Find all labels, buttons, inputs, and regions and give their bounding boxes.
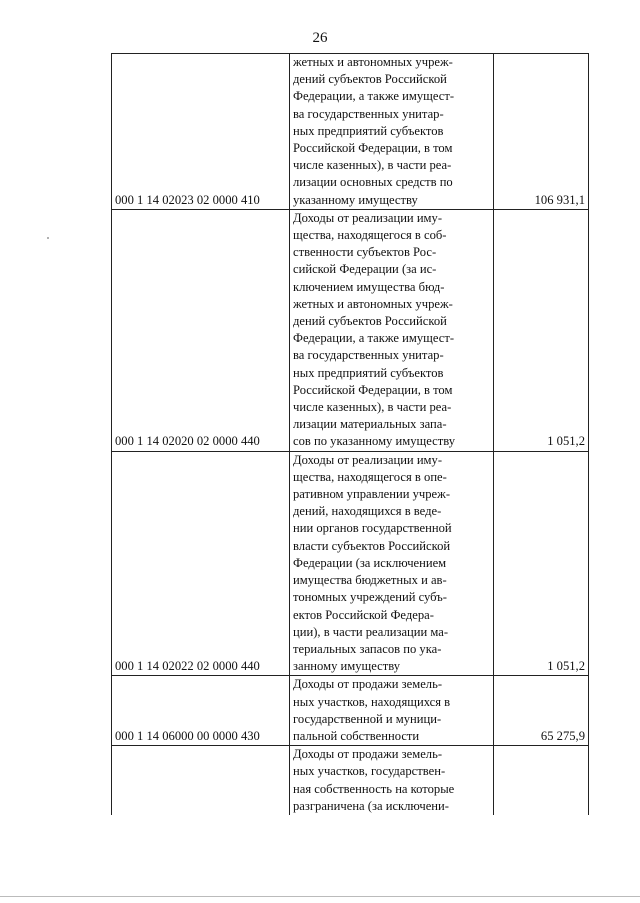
description-line: ных предприятий субъектов xyxy=(293,365,444,380)
revenue-code-cell: 000 1 14 02020 02 0000 440 xyxy=(112,209,290,451)
table-row xyxy=(112,451,589,676)
description-line: Российской Федерации, в том xyxy=(293,141,453,156)
description-line: занному имуществу xyxy=(293,659,401,674)
amount-cell: 1 051,2 xyxy=(494,209,589,451)
description-line: власти субъектов Российской xyxy=(293,538,451,553)
revenue-code-cell xyxy=(112,746,290,815)
description-line: ции), в части реализации ма- xyxy=(293,624,449,639)
description-line: ектов Российской Федера- xyxy=(293,607,434,622)
description-line: Доходы от реализации иму- xyxy=(293,452,443,467)
revenue-table xyxy=(111,53,589,815)
description-line: щества, находящегося в опе- xyxy=(293,469,447,484)
revenue-code-cell: 000 1 14 02023 02 0000 410 xyxy=(112,54,290,210)
description-line: Доходы от реализации иму- xyxy=(293,210,443,225)
scan-edge-line xyxy=(0,896,640,897)
description-line: лизации основных средств по xyxy=(293,175,453,190)
revenue-description-cell xyxy=(290,746,494,815)
table-row xyxy=(112,209,589,451)
description-line: жетных и автономных учреж- xyxy=(293,296,453,311)
description-line: дений субъектов Российской xyxy=(293,314,447,329)
description-line: жетных и автономных учреж- xyxy=(293,55,453,69)
description-line: государственной и муници- xyxy=(293,711,442,726)
description-line: сов по указанному имуществу xyxy=(293,434,456,449)
description-line: указанному имуществу xyxy=(293,192,418,207)
description-line: ва государственных унитар- xyxy=(293,348,444,363)
description-line: Доходы от продажи земель- xyxy=(293,677,443,692)
revenue-code-cell: 000 1 14 06000 00 0000 430 xyxy=(112,676,290,746)
description-line: ная собственность на которые xyxy=(293,781,455,796)
description-line: ных участков, находящихся в xyxy=(293,694,451,709)
description-line: ключением имущества бюд- xyxy=(293,279,445,294)
table-row xyxy=(112,54,589,210)
description-line: сийской Федерации (за ис- xyxy=(293,262,437,277)
description-line: ных предприятий субъектов xyxy=(293,123,444,138)
description-line: лизации материальных запа- xyxy=(293,417,447,432)
description-line: дений субъектов Российской xyxy=(293,72,447,87)
table-row xyxy=(112,746,589,815)
description-line: числе казенных), в части реа- xyxy=(293,400,452,415)
description-line: щества, находящегося в соб- xyxy=(293,228,447,243)
description-line: ративном управлении учреж- xyxy=(293,487,451,502)
revenue-description-cell xyxy=(290,54,494,210)
description-line: Федерации, а также имущест- xyxy=(293,89,455,104)
description-line: ных участков, государствен- xyxy=(293,764,446,779)
amount-cell: 1 051,2 xyxy=(494,451,589,676)
table-row xyxy=(112,676,589,746)
description-line: разграничена (за исключени- xyxy=(293,798,449,813)
scan-speck xyxy=(47,237,49,239)
amount-cell: 106 931,1 xyxy=(494,54,589,210)
description-line: Федерации, а также имущест- xyxy=(293,331,455,346)
revenue-description-cell xyxy=(290,451,494,676)
revenue-code-cell: 000 1 14 02022 02 0000 440 xyxy=(112,451,290,676)
description-line: пальной собственности xyxy=(293,728,420,743)
amount-cell: 65 275,9 xyxy=(494,676,589,746)
description-line: териальных запасов по ука- xyxy=(293,641,442,656)
description-line: Доходы от продажи земель- xyxy=(293,747,443,762)
amount-cell xyxy=(494,746,589,815)
revenue-description-cell xyxy=(290,209,494,451)
description-line: числе казенных), в части реа- xyxy=(293,158,452,173)
description-line: дений, находящихся в веде- xyxy=(293,504,442,519)
description-line: имущества бюджетных и ав- xyxy=(293,573,447,588)
description-line: Федерации (за исключением xyxy=(293,555,447,570)
revenue-table-body xyxy=(112,54,589,815)
description-line: тономных учреждений субъ- xyxy=(293,590,447,605)
description-line: ва государственных унитар- xyxy=(293,106,444,121)
page-number: 26 xyxy=(312,30,328,46)
description-line: ственности субъектов Рос- xyxy=(293,245,437,260)
description-line: нии органов государственной xyxy=(293,521,452,536)
revenue-description-cell xyxy=(290,676,494,746)
description-line: Российской Федерации, в том xyxy=(293,382,453,397)
